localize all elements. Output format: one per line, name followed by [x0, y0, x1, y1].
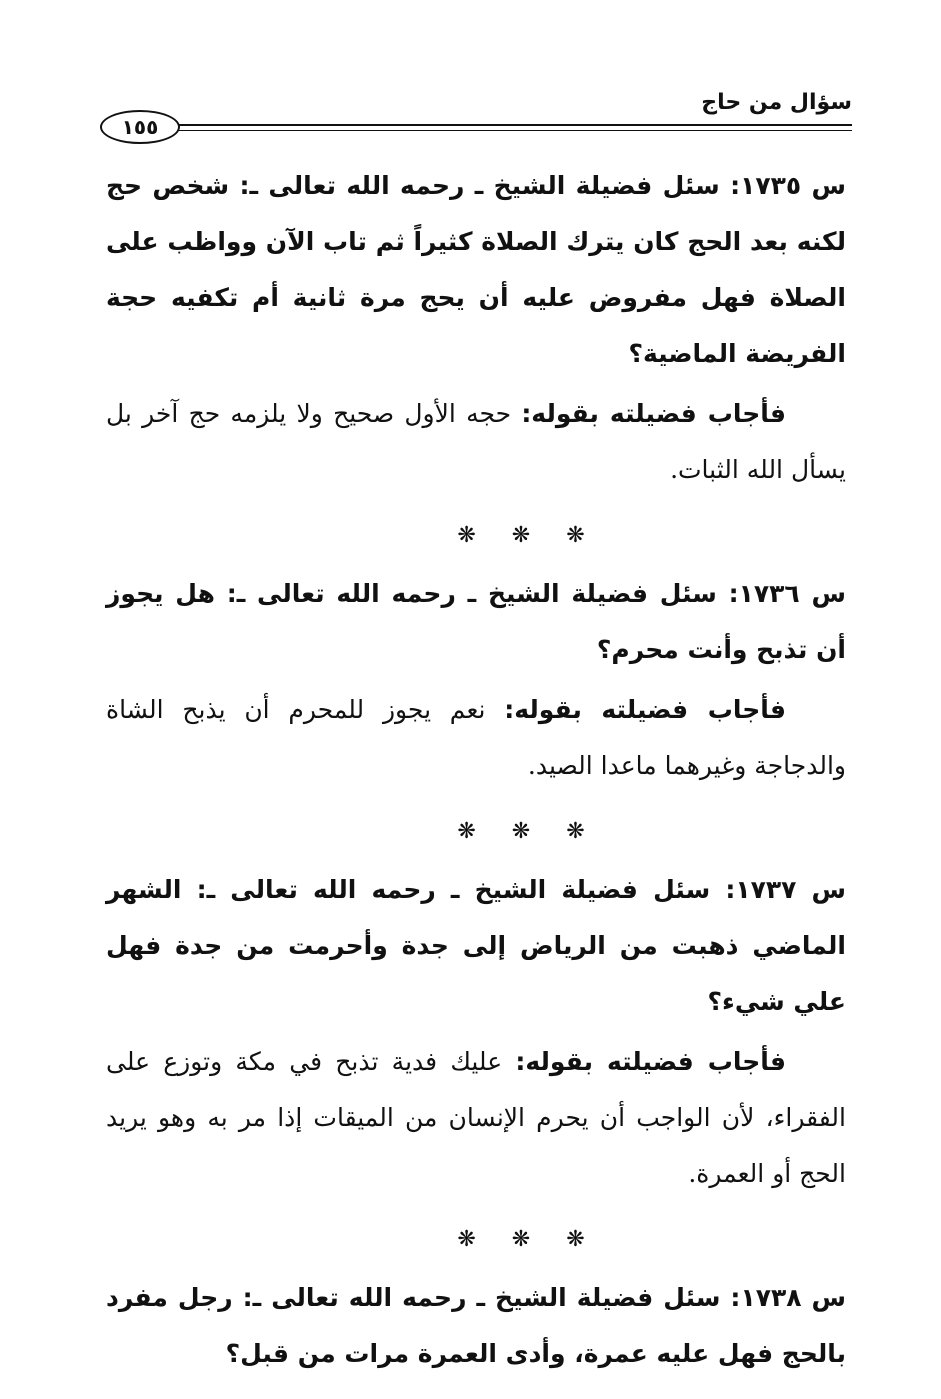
separator-stars: [106, 808, 846, 856]
answer-text: حجه الأول صحيح ولا يلزمه حج آخر بل يسأل الله الثبات.: [106, 399, 846, 484]
separator-stars: [106, 1216, 846, 1264]
running-title: سؤال من حاج: [701, 90, 852, 115]
star-icon: ❋: [457, 523, 476, 548]
star-icon: ❋: [566, 1227, 585, 1252]
star-icon: ❋: [457, 819, 476, 844]
answer-lead: فأجاب فضيلته بقوله:: [521, 399, 786, 428]
answer-1737: [106, 1034, 846, 1202]
question-1736: س ١٧٣٦: سئل فضيلة الشيخ ـ رحمه الله تعالى ـ: هل يجوز أن تذبح وأنت محرم؟: [106, 579, 846, 664]
answer-text: عليك فدية تذبح في مكة وتوزع على الفقراء، لأن الواجب أن يحرم الإنسان من الميقات إذا مر به وهو يريد الحج أو العمرة.: [106, 1047, 846, 1188]
header-rule-thin: [160, 130, 852, 131]
question-1737: س ١٧٣٧: سئل فضيلة الشيخ ـ رحمه الله تعالى ـ: الشهر الماضي ذهبت من الرياض إلى جدة وأحرمت من جدة فهل علي شيء؟: [106, 875, 846, 1016]
star-icon: ❋: [457, 1227, 476, 1252]
answer-1736: [106, 682, 846, 794]
page-number: ١٥٥: [100, 110, 180, 144]
answer-lead: فأجاب فضيلته بقوله:: [515, 1047, 786, 1076]
answer-text: نعم يجوز للمحرم أن يذبح الشاة والدجاجة وغيرهما ماعدا الصيد.: [106, 695, 846, 780]
star-icon: ❋: [566, 523, 585, 548]
star-icon: ❋: [566, 819, 585, 844]
question-1735: س ١٧٣٥: سئل فضيلة الشيخ ـ رحمه الله تعالى ـ: شخص حج لكنه بعد الحج كان يترك الصلاة كثيراً ثم تاب الآن وواظب على الصلاة فهل مفروض عليه أن يحج مرة ثانية أم تكفيه حجة الفريضة الماضية؟: [106, 171, 846, 368]
star-icon: ❋: [511, 819, 531, 844]
separator-stars: [106, 512, 846, 560]
page-header: [100, 86, 852, 142]
star-icon: ❋: [511, 523, 531, 548]
header-rule: [160, 124, 852, 126]
star-icon: ❋: [511, 1227, 531, 1252]
page-body: [106, 158, 846, 1382]
answer-lead: فأجاب فضيلته بقوله:: [504, 695, 786, 724]
answer-1735: [106, 386, 846, 498]
question-1738: س ١٧٣٨: سئل فضيلة الشيخ ـ رحمه الله تعالى ـ: رجل مفرد بالحج فهل عليه عمرة، وأدى العمرة مرات من قبل؟: [106, 1283, 847, 1368]
